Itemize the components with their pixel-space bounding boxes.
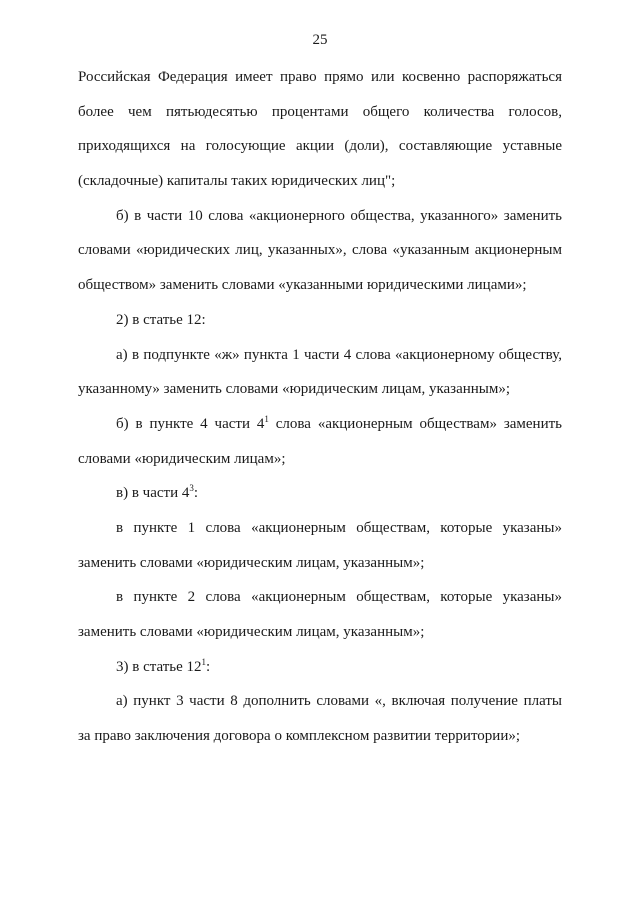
text-line [78,511,562,546]
text-line [78,719,562,754]
line-text: Российская Федерация имеет право прямо или косвенно распоряжаться [78,69,562,85]
line-text: б) в части 10 слова «акционерного общества, указанного» заменить [116,207,562,224]
line-text: указанному» заменить словами «юридическим лицам, указанным»; [78,381,511,398]
text-line [78,580,562,615]
text-line [78,684,562,719]
text-line [78,60,562,95]
line-text: словами «юридическим лицам»; [78,450,286,467]
text-line [78,233,562,268]
line-text: заменить словами «юридическим лицам, указанным»; [78,624,425,640]
line-text: 3) в статье 12 [116,658,202,675]
text-line [78,546,562,581]
line-text: за право заключения договора о комплексном развитии территории»; [78,728,521,745]
superscript: 3 [189,483,194,494]
line-text: более чем пятьюдесятью процентами общего количества голосов, [78,103,562,120]
text-line [78,164,562,199]
text-line [78,407,562,442]
line-text-continued: : [193,485,199,502]
line-text: заменить словами «юридическим лицам, указанным»; [78,554,425,571]
text-line [78,372,562,407]
line-text: (складочные) капиталы таких юридических лиц"; [78,173,396,190]
line-text-continued: : [206,658,211,675]
page-number: 25 [312,32,328,48]
text-line [78,268,562,303]
line-text: обществом» заменить словами «указанными юридическими лицами»; [78,277,527,294]
text-line [78,442,562,477]
text-line [78,199,562,234]
text-line [78,476,562,511]
text-line [78,615,562,650]
line-text: в) в части 4 [116,485,190,502]
text-line [78,650,562,685]
line-text: а) в подпункте «ж» пункта 1 части 4 слова «акционерному обществу, [116,346,562,363]
line-text: б) в пункте 4 части 4 [116,415,265,432]
text-line [78,129,562,164]
document-body [78,60,562,754]
line-text: а) пункт 3 части 8 дополнить словами «, включая получение платы [116,693,562,710]
superscript: 1 [201,656,207,667]
superscript: 1 [264,413,269,424]
line-text: словами «юридических лиц, указанных», слова «указанным акционерным [78,242,562,259]
text-line [78,95,562,130]
text-line [78,338,562,373]
line-text: в пункте 2 слова «акционерным обществам, которые указаны» [116,589,562,606]
text-line [78,303,562,338]
line-text-continued: слова «акционерным обществам» заменить [268,415,562,432]
line-text: в пункте 1 слова «акционерным обществам, которые указаны» [116,519,562,536]
line-text: 2) в статье 12: [116,311,206,328]
line-text: приходящихся на голосующие акции (доли), составляющие уставные [78,138,562,155]
